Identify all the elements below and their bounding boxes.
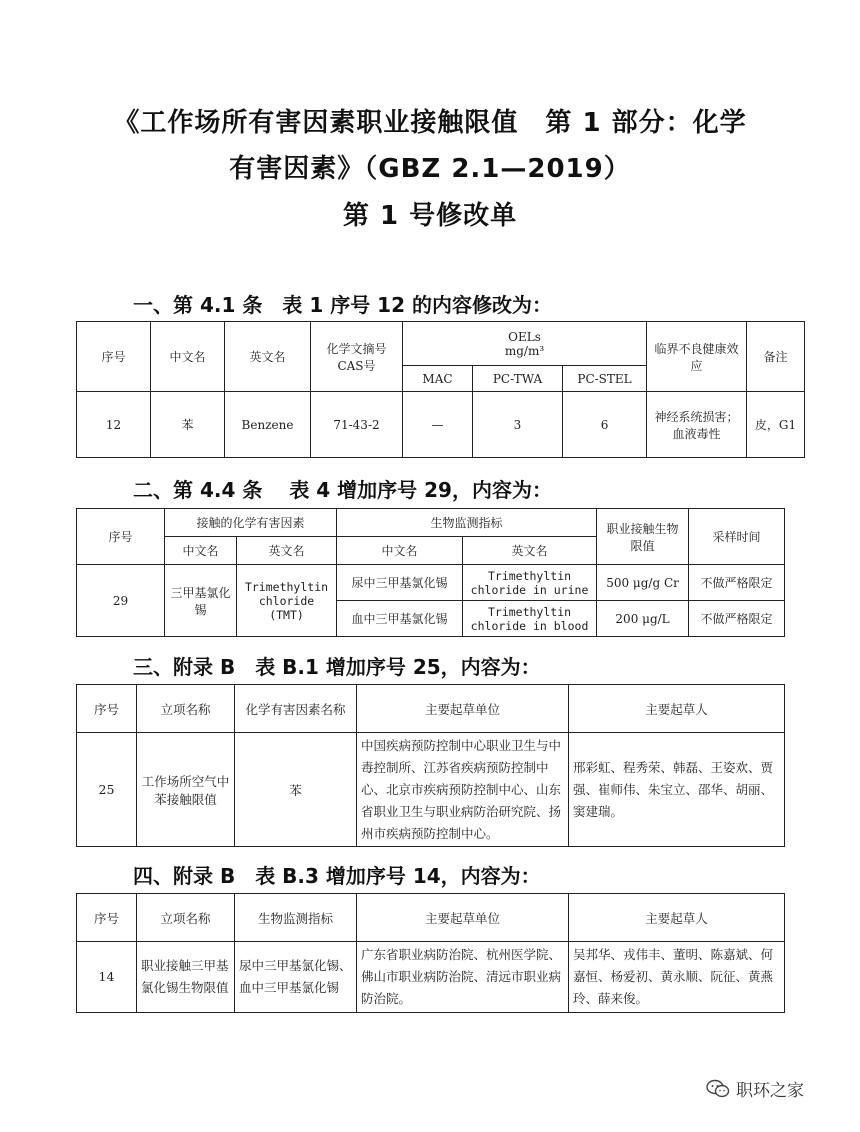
cell-limit: 500 μg/g Cr [597,565,689,601]
col-header-agent: 接触的化学有害因素 [165,509,337,537]
col-header-cn: 中文名 [151,322,225,392]
col-header-cas: 化学文摘号 CAS号 [311,322,403,392]
table-row [77,565,785,601]
cell-time: 不做严格限定 [689,565,785,601]
watermark [706,1076,804,1101]
col-header-drafters: 主要起草人 [569,685,785,733]
table-row [77,942,785,1013]
cell-project: 工作场所空气中苯接触限值 [137,733,235,847]
cell-en: Trimethyltin chloride (TMT) [237,565,337,637]
table-b1-addition [76,684,785,847]
cell-mac: — [403,392,473,458]
table-b3-addition [76,893,785,1013]
col-header-no: 序号 [77,894,137,942]
cell-no: 12 [77,392,151,458]
section-1-heading: 一、第 4.1 条 表 1 序号 12 的内容修改为： [133,293,552,317]
cell-effect: 神经系统损害；血液毒性 [647,392,747,458]
col-header-stel: PC-STEL [563,366,647,392]
table-row [77,733,785,847]
cell-twa: 3 [473,392,563,458]
col-header-no: 序号 [77,322,151,392]
cell-limit: 200 μg/L [597,601,689,637]
col-header-mac: MAC [403,366,473,392]
col-header-note: 备注 [747,322,805,392]
cell-units: 广东省职业病防治院、杭州医学院、佛山市职业病防治院、清远市职业病防治院。 [357,942,569,1013]
col-header-en: 英文名 [225,322,311,392]
cell-bio-en: Trimethyltin chloride in urine [463,565,597,601]
col-header-time: 采样时间 [689,509,785,565]
cell-agent: 苯 [235,733,357,847]
col-header-indicator: 生物监测指标 [235,894,357,942]
cell-no: 29 [77,565,165,637]
cell-drafters: 吴邦华、戎伟丰、董明、陈嘉斌、何嘉恒、杨爱初、黄永顺、阮征、黄燕玲、薛来俊。 [569,942,785,1013]
col-header-agent: 化学有害因素名称 [235,685,357,733]
cell-indicator: 尿中三甲基氯化锡、血中三甲基氯化锡 [235,942,357,1013]
cell-units: 中国疾病预防控制中心职业卫生与中毒控制所、江苏省疾病预防控制中心、北京市疾病预防控制中心、山东省职业卫生与职业病防治研究院、扬州市疾病预防控制中心。 [357,733,569,847]
cell-no: 25 [77,733,137,847]
col-header-en: 英文名 [237,537,337,565]
cell-no: 14 [77,942,137,1013]
cell-cas: 71-43-2 [311,392,403,458]
table-4-addition [76,508,785,637]
col-header-bio-cn: 中文名 [337,537,463,565]
doc-title-line-2: 有害因素》（GBZ 2.1—2019） [229,154,631,184]
table-1 [76,321,805,458]
col-header-cn: 中文名 [165,537,237,565]
oels-label: OELs [508,329,541,344]
col-header-no: 序号 [77,685,137,733]
col-header-drafters: 主要起草人 [569,894,785,942]
cell-cn: 苯 [151,392,225,458]
cell-drafters: 邢彩虹、程秀荣、韩磊、王姿欢、贾强、崔师伟、朱宝立、邵华、胡丽、窦建瑞。 [569,733,785,847]
col-header-no: 序号 [77,509,165,565]
section-4-heading: 四、附录 B 表 B.3 增加序号 14，内容为： [133,864,541,888]
doc-title-line-1: 《工作场所有害因素职业接触限值 第 1 部分：化学 [113,108,747,138]
col-header-oels [403,322,647,366]
wechat-icon [706,1079,730,1099]
col-header-bio-en: 英文名 [463,537,597,565]
cell-bio-en: Trimethyltin chloride in blood [463,601,597,637]
col-header-units: 主要起草单位 [357,685,569,733]
col-header-bio: 生物监测指标 [337,509,597,537]
section-2-heading: 二、第 4.4 条 表 4 增加序号 29，内容为： [133,478,552,502]
doc-subtitle: 第 1 号修改单 [342,201,518,231]
col-header-limit: 职业接触生物限值 [597,509,689,565]
cell-bio-cn: 血中三甲基氯化锡 [337,601,463,637]
col-header-effect: 临界不良健康效应 [647,322,747,392]
cell-cn: 三甲基氯化锡 [165,565,237,637]
cell-stel: 6 [563,392,647,458]
cell-note: 皮，G1 [747,392,805,458]
oels-unit: mg/m³ [504,343,545,358]
cell-time: 不做严格限定 [689,601,785,637]
watermark-text: 职环之家 [736,1081,804,1101]
table-row [77,392,805,458]
col-header-units: 主要起草单位 [357,894,569,942]
cell-project: 职业接触三甲基氯化锡生物限值 [137,942,235,1013]
cell-bio-cn: 尿中三甲基氯化锡 [337,565,463,601]
col-header-project: 立项名称 [137,894,235,942]
cell-en: Benzene [225,392,311,458]
col-header-project: 立项名称 [137,685,235,733]
col-header-twa: PC-TWA [473,366,563,392]
section-3-heading: 三、附录 B 表 B.1 增加序号 25，内容为： [133,655,541,679]
